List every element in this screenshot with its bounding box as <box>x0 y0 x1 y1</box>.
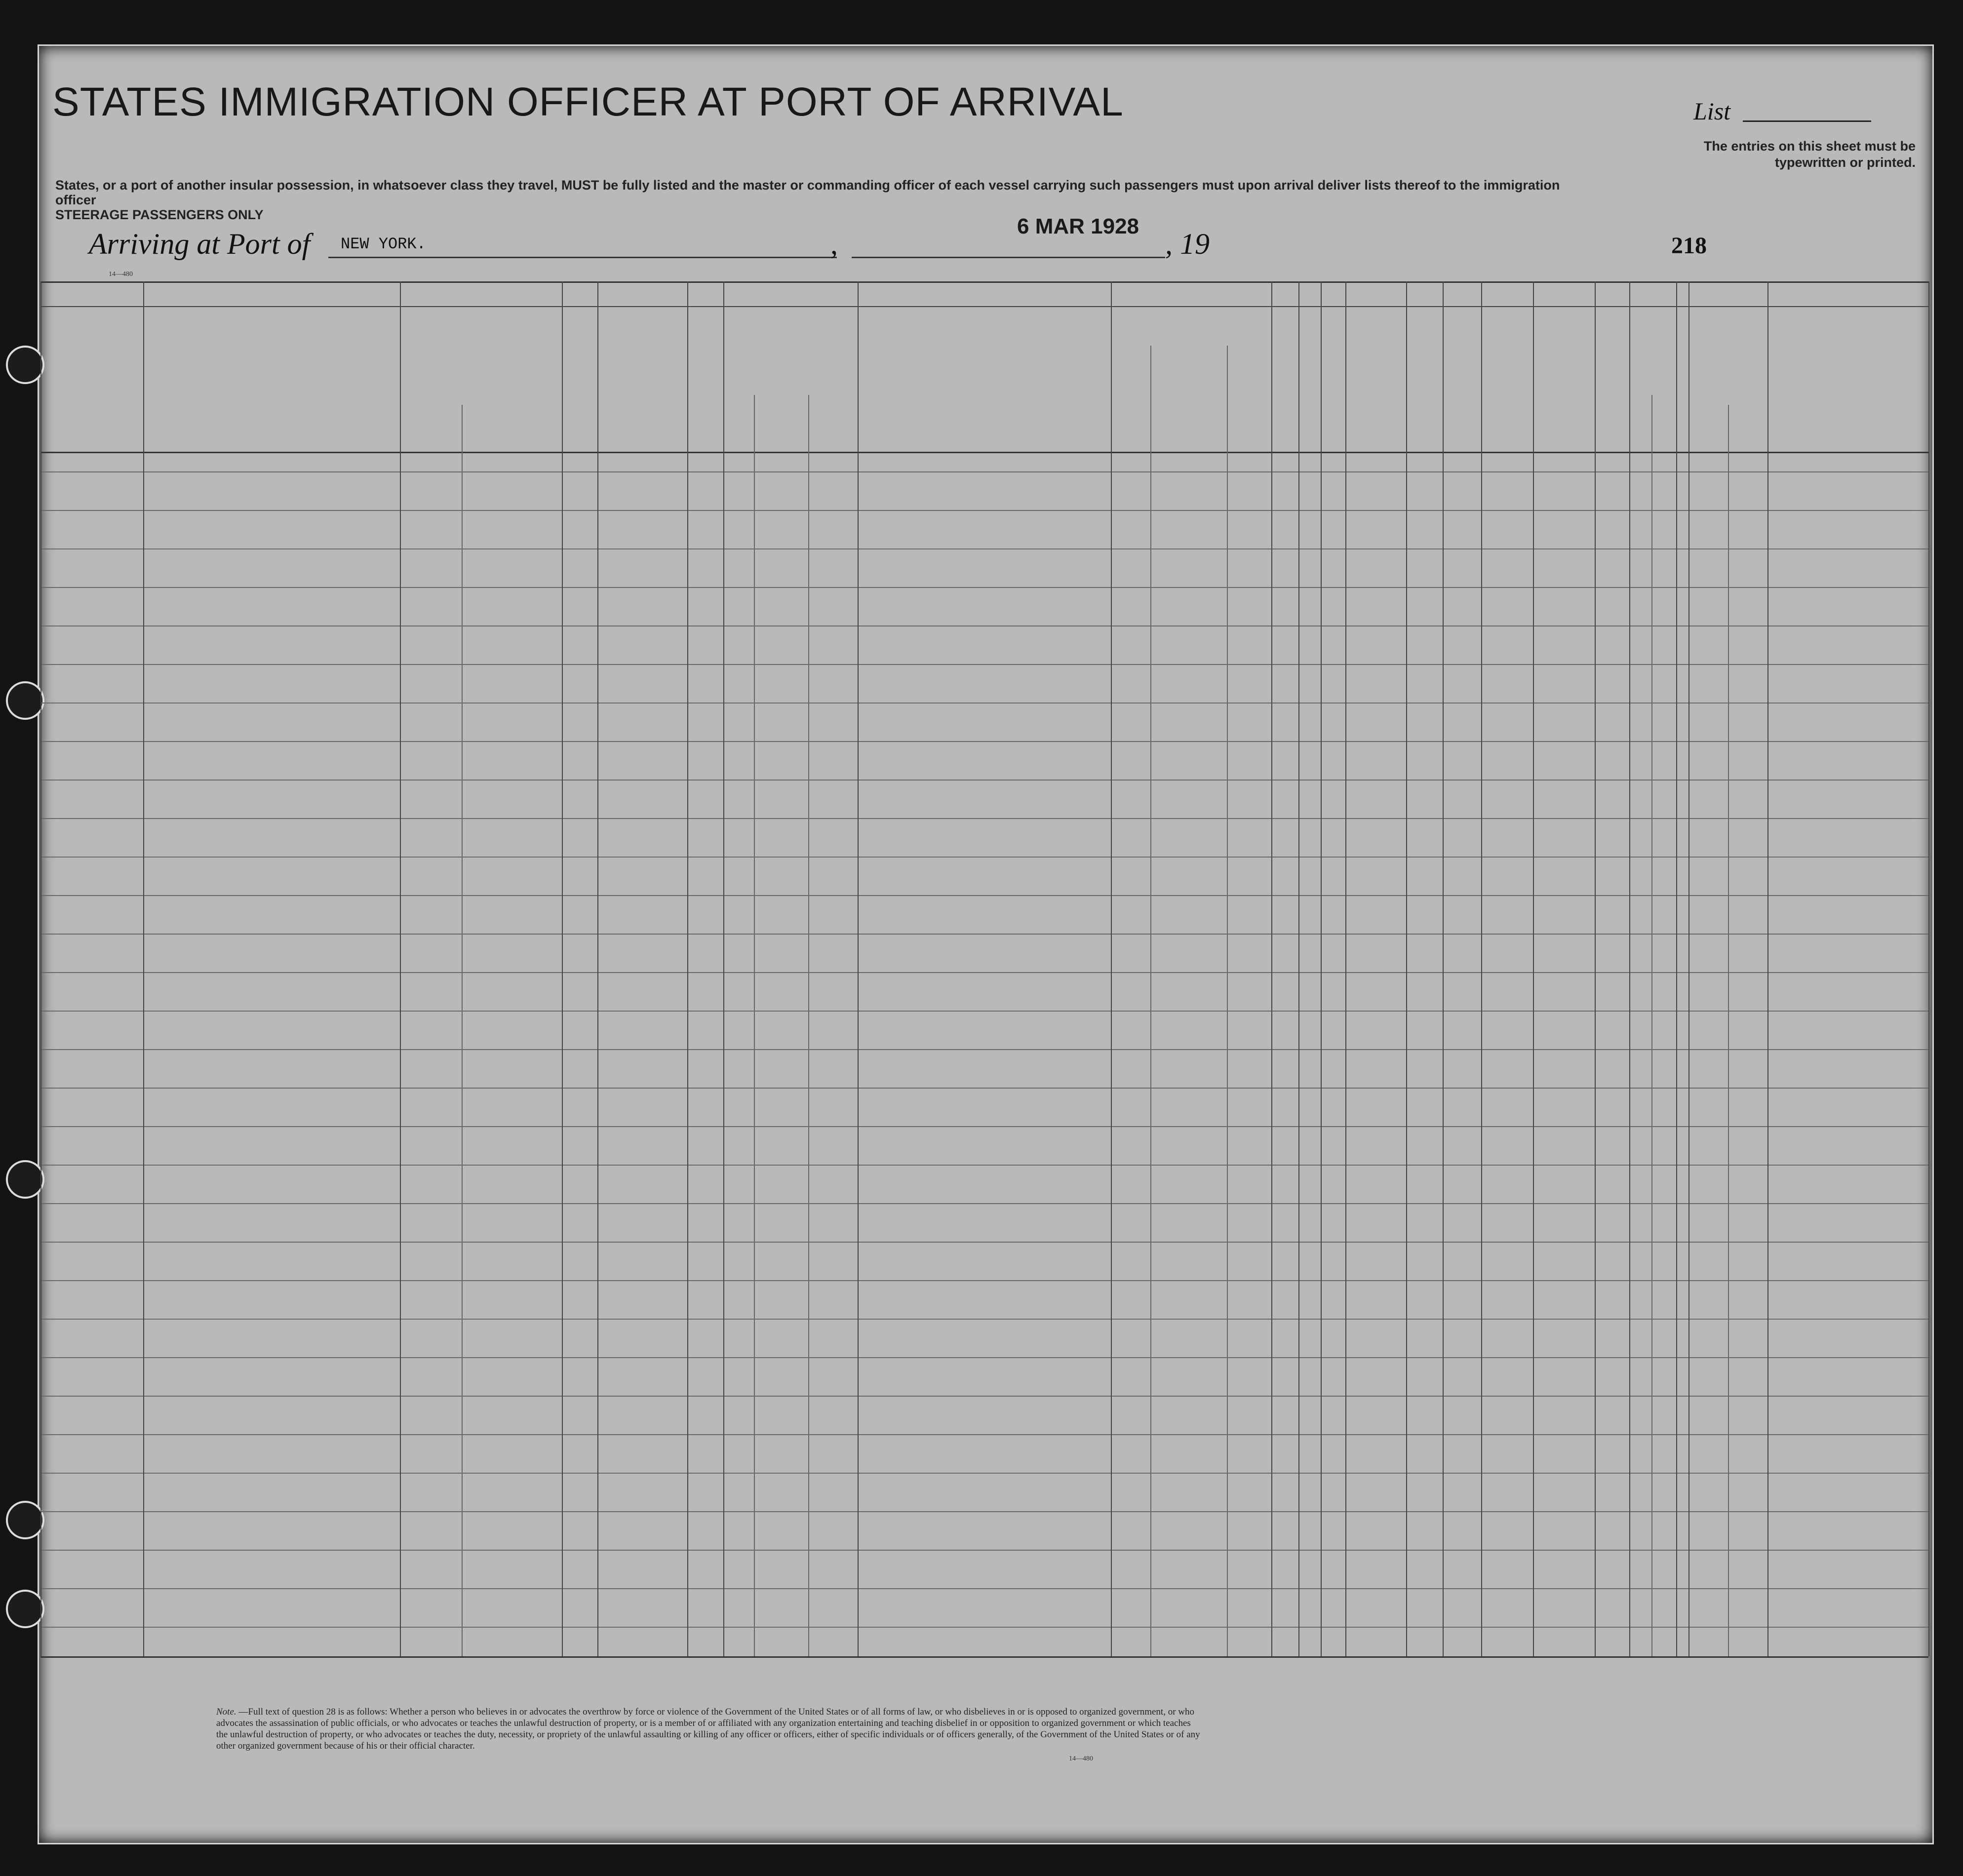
list-label: List <box>1693 97 1731 125</box>
typewritten-notice: The entries on this sheet must be typewritten or printed. <box>1703 139 1916 170</box>
footnote: Note. —Full text of question 28 is as follows: Whether a person who believes in or advocates the overthrow by force or violence of the Government of the United States or of all forms of law, or who disbelieves in or is opposed to organized government, or who advocates the assassination of public officials, or who advocates or teaches the unlawful destruction of property, or is a member of or affiliated with any organization entertaining and teaching disbelief in or opposition to organized government or which teaches the unlawful destruction of property, or who advocates or teaches the duty, necessity, or propriety of the unlawful assaulting or killing of any officer or officers, either of specific individuals or of officers generally, of the Government of the United States or of any other organized government because of his or their official character. <box>216 1707 1200 1751</box>
row-rule <box>40 972 1928 973</box>
row-rule <box>40 1280 1928 1281</box>
colnum-rule <box>40 306 1928 307</box>
year-prefix: , 19 <box>1165 228 1210 260</box>
row-rule <box>40 1088 1928 1089</box>
column-rule <box>1443 281 1444 1656</box>
row-rule <box>40 1511 1928 1512</box>
table-top-rule <box>40 281 1928 283</box>
row-rule <box>40 1165 1928 1166</box>
subcolumn-rule <box>808 395 809 1656</box>
row-rule <box>40 741 1928 742</box>
row-rule <box>40 510 1928 511</box>
row-rule <box>40 1434 1928 1435</box>
row-rule <box>40 780 1928 781</box>
row-rule <box>40 1049 1928 1050</box>
subcolumn-rule <box>1227 346 1228 1656</box>
column-rule <box>1406 281 1407 1656</box>
row-rule <box>40 471 1928 472</box>
form-number: 14—480 <box>109 271 133 278</box>
form-title: STATES IMMIGRATION OFFICER AT PORT OF ARRIVAL <box>52 79 1124 124</box>
row-rule <box>40 1550 1928 1551</box>
row-rule <box>40 1319 1928 1320</box>
row-rule <box>40 895 1928 896</box>
row-rule <box>40 1203 1928 1204</box>
table-bottom-rule <box>40 1656 1928 1658</box>
header-bottom-rule <box>40 452 1928 453</box>
row-rule <box>40 548 1928 549</box>
subcolumn-rule <box>462 405 463 1656</box>
column-rule <box>1298 281 1299 1656</box>
arrival-port: NEW YORK. <box>341 235 426 253</box>
subcolumn-rule <box>1150 346 1151 1656</box>
row-rule <box>40 625 1928 626</box>
row-rule <box>40 1627 1928 1628</box>
row-rule <box>40 664 1928 665</box>
row-rule <box>40 1126 1928 1127</box>
column-rule <box>597 281 598 1656</box>
form-instructions: States, or a port of another insular possession, in whatsoever class they travel, MUST be fully listed and the master or commanding officer of each vessel carrying such passengers must upon arrival deliver lists thereof to the immigration officer STEERAGE PASSENGERS ONLY <box>55 178 1560 222</box>
column-rule <box>1321 281 1322 1656</box>
column-rule <box>1928 281 1929 1656</box>
page-number: 218 <box>1671 233 1707 259</box>
row-rule <box>40 1357 1928 1358</box>
column-rule <box>400 281 401 1656</box>
column-rule <box>1345 281 1346 1656</box>
column-rule <box>687 281 688 1656</box>
row-rule <box>40 1242 1928 1243</box>
row-rule <box>40 1473 1928 1474</box>
date-stamp: 6 MAR 1928 <box>1017 214 1139 238</box>
column-rule <box>1595 281 1596 1656</box>
subcolumn-rule <box>1651 395 1652 1656</box>
form-number-bottom: 14—480 <box>1069 1755 1093 1762</box>
column-rule <box>723 281 724 1656</box>
row-rule <box>40 934 1928 935</box>
row-rule <box>40 703 1928 704</box>
column-rule <box>1629 281 1630 1656</box>
column-rule <box>562 281 563 1656</box>
row-rule <box>40 1396 1928 1397</box>
column-rule <box>40 281 41 1656</box>
row-rule <box>40 587 1928 588</box>
arriving-label: Arriving at Port of <box>89 228 311 260</box>
row-rule <box>40 1588 1928 1589</box>
row-rule <box>40 857 1928 858</box>
row-rule <box>40 1011 1928 1012</box>
subcolumn-rule <box>1728 405 1729 1656</box>
column-rule <box>1767 281 1768 1656</box>
column-rule <box>1481 281 1482 1656</box>
column-rule <box>1271 281 1272 1656</box>
column-rule <box>1533 281 1534 1656</box>
subcolumn-rule <box>754 395 755 1656</box>
column-rule <box>858 281 859 1656</box>
row-rule <box>40 818 1928 819</box>
column-rule <box>1111 281 1112 1656</box>
column-rule <box>1688 281 1689 1656</box>
column-rule <box>143 281 144 1656</box>
comma: , <box>830 228 838 260</box>
column-rule <box>1676 281 1677 1656</box>
